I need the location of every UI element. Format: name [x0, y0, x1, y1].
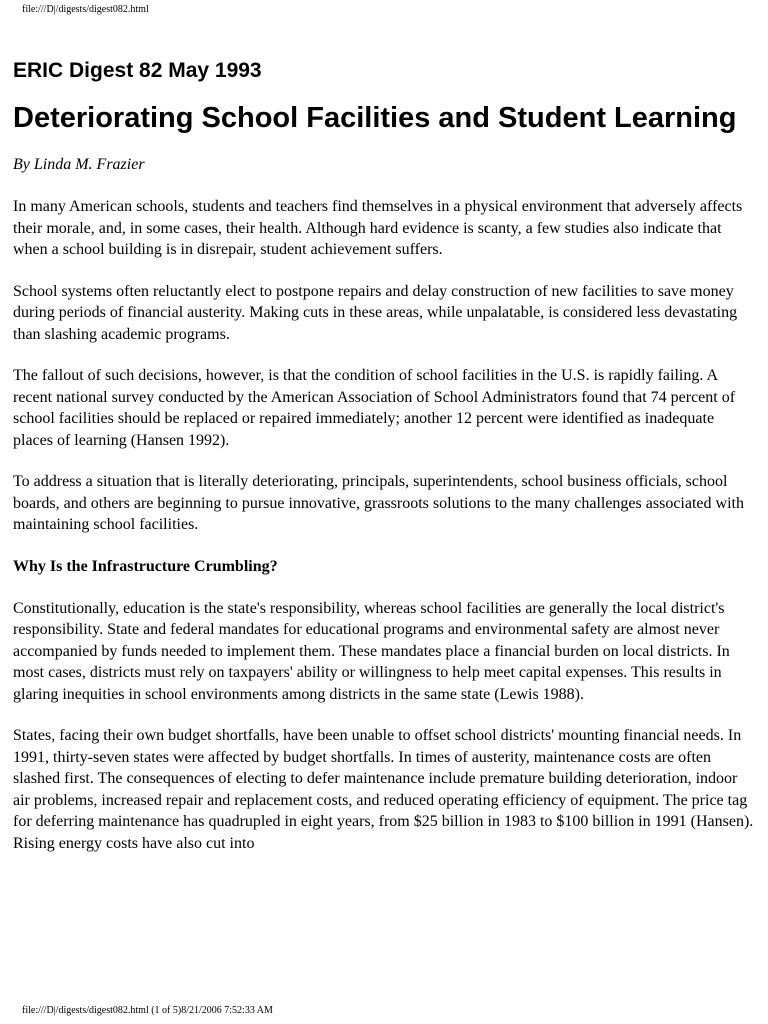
- page-title: Deteriorating School Facilities and Student Learning: [13, 102, 737, 134]
- paragraph: In many American schools, students and teachers find themselves in a physical environment that adversely affects their morale, and, in some cases, their health. Although hard evidence is scanty, a few studies also indicate that when a school building is in disrepair, student achievement suffers.: [13, 198, 743, 258]
- paragraph: Constitutionally, education is the state's responsibility, whereas school facilities are generally the local district's responsibility. State and federal mandates for educational programs and environmental safety are almost never accompanied by funds needed to implement them. These mandates place a financial burden on local districts. In most cases, districts must rely on taxpayers' ability or willingness to help meet capital expenses. This results in glaring inequities in school environments among districts in the same state (Lewis 1988).: [13, 599, 730, 703]
- author-byline: By Linda M. Frazier: [13, 156, 145, 173]
- page-url-header: file:///D|/digests/digest082.html: [22, 4, 149, 15]
- paragraph: States, facing their own budget shortfalls, have been unable to offset school districts' mounting financial needs. In 1991, thirty-seven states were affected by budget shortfalls. In times of austerity, maintenance costs are often slashed first. The consequences of electing to defer maintenance include premature building deterioration, indoor air problems, increased repair and replacement costs, and reduced operating efficiency of equipment. The price tag for deferring maintenance has quadrupled in eight years, from $25 billion in 1983 to $100 billion in 1991 (Hansen). Rising energy costs have also cut into: [13, 727, 754, 852]
- paragraph: The fallout of such decisions, however, is that the condition of school facilities in the U.S. is rapidly failing. A recent national survey conducted by the American Association of School Administrators found that 74 percent of school facilities should be replaced or repaired immediately; another 12 percent were identified as inadequate places of learning (Hansen 1992).: [13, 367, 736, 449]
- page-footer: file:///D|/digests/digest082.html (1 of 5)8/21/2006 7:52:33 AM: [22, 1005, 273, 1016]
- digest-issue-heading: ERIC Digest 82 May 1993: [13, 59, 262, 82]
- section-heading: Why Is the Infrastructure Crumbling?: [13, 557, 278, 575]
- paragraph: School systems often reluctantly elect to postpone repairs and delay construction of new facilities to save money during periods of financial austerity. Making cuts in these areas, while unpalatable, is considered less devastating than slashing academic programs.: [13, 282, 738, 343]
- document-body: [13, 56, 758, 874]
- paragraph: To address a situation that is literally deteriorating, principals, superintendents, school business officials, school boards, and others are beginning to pursue innovative, grassroots solutions to the many challenges associated with maintaining school facilities.: [13, 473, 744, 533]
